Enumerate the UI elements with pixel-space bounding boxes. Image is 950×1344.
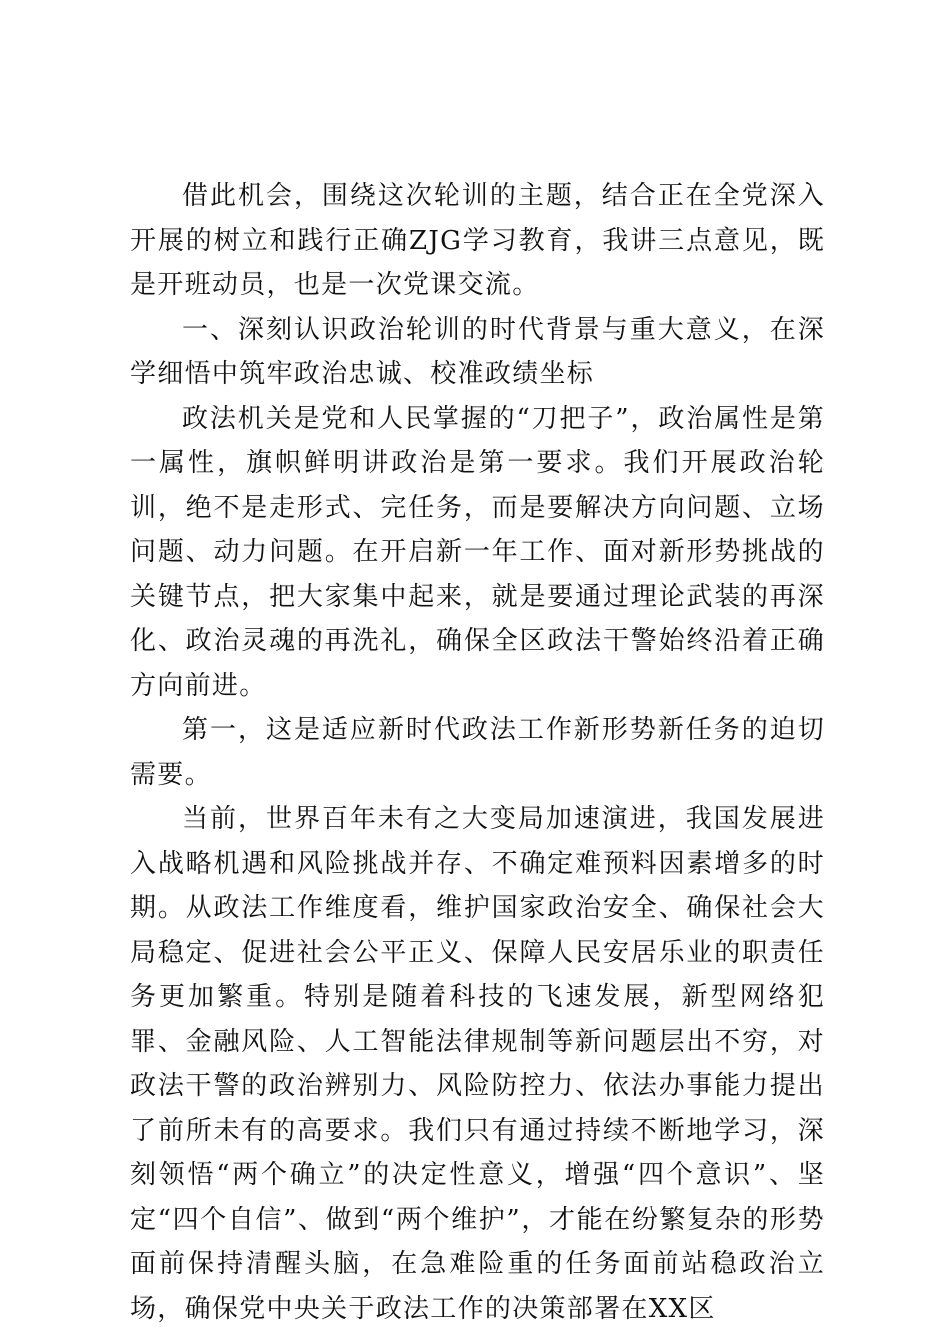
document-body — [130, 174, 825, 1331]
paragraph-intro: 借此机会，围绕这次轮训的主题，结合正在全党深入开展的树立和践行正确ZJG学习教育，我讲三点意见，既是开班动员，也是一次党课交流。 — [130, 181, 825, 300]
paragraph-current-situation: 当前，世界百年未有之大变局加速演进，我国发展进入战略机遇和风险挑战并存、不确定难预料因素增多的时期。从政法工作维度看，维护国家政治安全、确保社会大局稳定、促进社会公平正义、保障人民安居乐业的职责任务更加繁重。特别是随着科技的飞速发展，新型网络犯罪、金融风险、人工智能法律规制等新问题层出不穷，对政法干警的政治辨别力、风险防控力、依法办事能力提出了前所未有的高要求。我们只有通过持续不断地学习，深刻领悟“两个确立”的决定性意义，增强“四个意识”、坚定“四个自信”、做到“两个维护”，才能在纷繁复杂的形势面前保持清醒头脑，在急难险重的任务面前站稳政治立场，确保党中央关于政法工作的决策部署在XX区 — [130, 804, 825, 1324]
paragraph-political-attribute: 政法机关是党和人民掌握的“刀把子”，政治属性是第一属性，旗帜鲜明讲政治是第一要求。我们开展政治轮训，绝不是走形式、完任务，而是要解决方向问题、立场问题、动力问题。在开启新一年工作、面对新形势挑战的关键节点，把大家集中起来，就是要通过理论武装的再深化、政治灵魂的再洗礼，确保全区政法干警始终沿着正确方向前进。 — [130, 403, 825, 701]
section-heading-one: 一、深刻认识政治轮训的时代背景与重大意义，在深学细悟中筑牢政治忠诚、校准政绩坐标 — [130, 314, 825, 389]
paragraph-point-first: 第一，这是适应新时代政法工作新形势新任务的迫切需要。 — [130, 715, 825, 790]
